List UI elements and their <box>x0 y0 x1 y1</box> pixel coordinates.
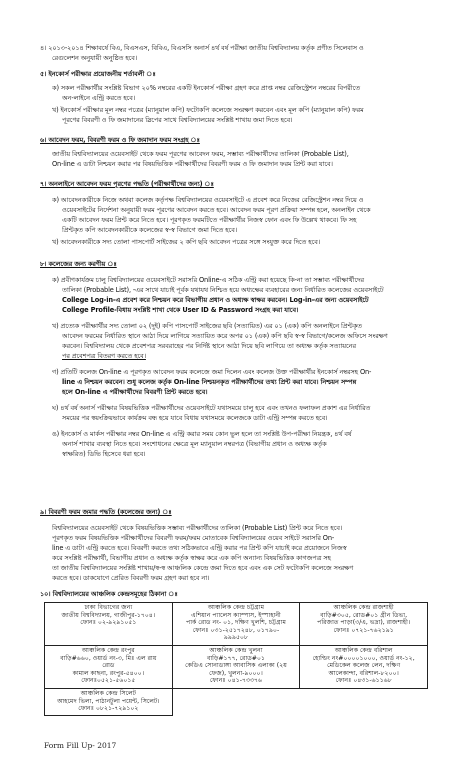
text-line: পর প্রবেশপত্র বিতরণ করতে হবে। <box>62 352 146 360</box>
text-line: ওয়েবসাইটের নির্দেশনা অনুযায়ী ফরম পূরণের আবেদন করতে হবে। আবেদন ফরম পূরণ প্রক্রিয়া সম্পন্ন হলে, অনলাইন থেকে <box>62 206 371 214</box>
text-line: আবেদন ফরমের নির্ধারিত স্থানে আঠা দিয়ে লাগিয়ে সত্যায়িত করে অপর ০১ (এক) কপি ছবি স্ব-স্ব বিভাগে/কলেজ অফিসে সংরক্ষণ <box>62 332 388 340</box>
text-line: On-line এ ডাটা নিশ্চয়ন করার পর বিষয়ভিত্তিক পরীক্ষার্থীদের বিবরণী ফরম ও ফি জমাদান ফরম প্রিন্ট করা যাবে। <box>52 160 333 168</box>
section-heading: ৭। অনলাইনে আবেদন ফরম পূরণের পদ্ধতি (পরীক্ষার্থীদের জন্য) ঃ <box>40 180 214 188</box>
section-heading: ১০। বিশ্ববিদ্যালয়ের আঞ্চলিক কেন্দ্রসমূহের ঠিকানা ঃ <box>40 590 178 598</box>
office-cell: আঞ্চলিক কেন্দ্র চট্টগ্রাম এশিয়ান প্যালেস ক্যাম্পাস, ইস্পাহানী পার্ক রোড নং- ০১, দক্ষিণ খুলশি, চট্টগ্রাম ফোনঃ ০৩১-২৫১৭২৪৮, ০১৭৯০- ৯৯৯৫০৮ <box>172 603 300 646</box>
text-line: line এ নিশ্চয়ন করবেন। শুধু কলেজ কর্তৃক On-line নিশ্চয়নকৃত পরীক্ষার্থীদের তথ্য প্রিন্ট করা যাবে। নিশ্চয়ন সম্পন্ন <box>62 378 357 386</box>
text-line: স্বাক্ষরিত) ডিভি হিসেবে ধরা হবে। <box>62 450 146 458</box>
text-line: গ) প্রতিটি কলেজ On-line এ পূরণকৃত আবেদন ফরম কলেজে জমা দিলেন এবং কলেজ উক্ত পরীক্ষার্থীর ইনকোর্স নম্বরসহ On- <box>52 368 372 376</box>
text-line: রেগুলেশন অনুযায়ী অনুষ্ঠিত হবে। <box>52 54 138 62</box>
text-line: খ) ইনকোর্স পরীক্ষার মূল নম্বর পত্রের (ম্যানুয়াল কপি) ফটোকপি কলেজে সংরক্ষণ করবেন এবং মূল কপি (ম্যানুয়াল কপি) ফরম <box>52 106 364 114</box>
text-line: করবেন। বিশ্ববিদ্যালয় থেকে প্রবেশপত্র সরবরাহের পর নির্দিষ্ট স্থানে আঠা দিয়ে ছবি লাগিয়ে তা অধ্যক্ষ কর্তৃক সত্যায়নের <box>62 342 356 350</box>
text-line: line এ ডাটা এন্ট্রি করতে হবে। বিবরণী করতে তথ্য সঠিকভাবে এন্ট্রি করার পর প্রিন্ট কপি যাচাই করে প্রয়োজনে নিজস্ব <box>52 544 347 552</box>
text-line: তালিকা (Probable List), -এর সাথে যাচাই পূর্বক যথাযথ নিশ্চিত হয়ে অধ্যক্ষের ব্যবহারের জন্য নির্ধারিত কলেজের ওয়েবসাইটে <box>62 286 384 294</box>
footer-label: Form Fill Up- 2017 <box>44 741 117 750</box>
text-line: ক) আবেদনকারীকে নিজে অথবা কলেজ কর্তৃপক্ষ বিশ্ববিদ্যালয়ের ওয়েবসাইটে এ প্রবেশ করে নিজের রেজিস্ট্রেশন নম্বর দিয়ে ও <box>52 196 364 204</box>
table-row <box>45 603 428 646</box>
text-line: জাতীয় বিশ্ববিদ্যালয়ের ওয়েবসাইট থেকে ফরম পূরণের আবেদন ফরম, সম্ভাব্য পরীক্ষার্থীদের তালিকা (Probable List), <box>52 150 349 158</box>
text-line: তা জাতীয় বিশ্ববিদ্যালয়ের সংশ্লিষ্ট শাখায়/স্ব-স্ব আঞ্চলিক কেন্দ্রে জমা দিতে হবে এবং এক সেট ফটোকপি কলেজে সংরক্ষণ <box>52 564 354 572</box>
empty-cell <box>300 689 428 716</box>
section-heading: ৮। কলেজের জন্য করণীয় ঃ <box>40 260 117 268</box>
text-line: পূরণের বিবরণী ও ফি জমাদানের স্লিপের সাথে বিশ্ববিদ্যালয়ের সংশ্লিষ্ট শাখায় জমা দিতে হবে। <box>62 116 293 124</box>
text-line: ক) সকল পরীক্ষার্থীর সংশ্লিষ্ট বিভাগ ২০% নম্বরের একটি ইনকোর্স পরীক্ষা গ্রহণ করে প্রাপ্ত নম্বর রেজিস্ট্রেশন নম্বরের বিপরীতে <box>52 84 361 92</box>
empty-cell <box>172 689 300 716</box>
section-heading: ৫। ইনকোর্স পরীক্ষার প্রয়োজনীয় শর্তাবলী ঃ <box>40 70 156 78</box>
text-line: পূরণকৃত ফরম বিষয়ভিত্তিক পরীক্ষার্থীদের বিবরণী ফরম/ফরম মোতাবেক বিশ্ববিদ্যালয়ের ওয়েব সাইটে সরাসরি On- <box>52 534 335 542</box>
office-cell: আঞ্চলিক কেন্দ্র খুলনা বাড়ি#১৭৭, রোড#০১ কেডিএ সোনাডাঙ্গা আবাসিক এলাকা (২য় ফেজ), খুলনা-৯০০০। ফোনঃ ০৪১-৭৩৩৭৬ <box>172 646 300 689</box>
text-line: ঘ) ৪র্থ বর্ষ অনার্স পরীক্ষার বিষয়ভিত্তিক পরীক্ষার্থীদের ওয়েবসাইটে যথাসময়ে চালু হবে এবং তখনও ফলাফল প্রকাশ এর নির্ধারিত <box>52 404 371 412</box>
text-line: প্রিন্টকৃত কপি আবেদনকারীকে কলেজের স্ব-স্ব বিভাগে জমা দিতে হবে। <box>62 226 237 234</box>
text-line: ঙ) ইনকোর্স ও মার্কস পরীক্ষার নম্বর On-line এ এন্ট্রি করার সময় কোন ভুল হলে তা সংশ্লিষ্ট উপ-পরীক্ষা নিয়ন্ত্রক, ৪র্থ বর্ষ <box>52 430 352 438</box>
section-heading: ৯। বিবরণী ফরম জমার পদ্ধতি (কলেজের জন্য) ঃ <box>40 508 172 516</box>
office-cell: আঞ্চলিক কেন্দ্র রাজশাহী বাড়ি#৩০৫, রোড#০১ গ্রীন ডিভা, পরিজাত পাড়া(৩/এ, ভদ্রা), রাজশাহী। ফোনঃ ০৭২১-৭৬২১৯১ <box>300 603 428 646</box>
office-cell: ঢাকা বিভাগের জন্য জাতীয় বিশ্ববিদ্যালয়, গাজীপুর-১৭০৪। ফোনঃ ০২-৯২৯১০৫১ <box>45 603 173 646</box>
text-line: করে সংশ্লিষ্ট পরীক্ষার্থী, বিভাগীয় প্রধান ও অধ্যক্ষ কর্তৃক স্বাক্ষর করে এক কপি অন্যান্য বিষয়ভিত্তিক কাগজপত্র সহ <box>52 554 331 562</box>
text-line: সময়ের পর স্বয়ংক্রিয়ভাবে কার্যক্রম বন্ধ হয়ে যাবে বিধায় যথাসময়ে কলেজকে ডাটা এন্ট্রি সম্পন্ন করতে হবে। <box>62 414 328 422</box>
text-line: ক) প্রবীণকার্যক্রম চালু বিশ্ববিদ্যালয়ের ওয়েবসাইটে সরাসরি Online-এ সঠিক এন্ট্রি করা হয়েছে কি-না তা সম্ভাব্য পরীক্ষার্থীদের <box>52 276 364 284</box>
text-line: ৪। ২০১৩-২০১৪ শিক্ষাবর্ষে বিএ, বিএসএস, বিবিএ, বিএসসি অনার্স ৪র্থ বর্ষ পরীক্ষা জাতীয় বিশ্ববিদ্যালয় কর্তৃক প্রণীত সিলেবাস ও <box>40 44 364 52</box>
text-line: করতে হবে। ডাকযোগে প্রেরিত বিবরণী ফরম গ্রহণ করা হবে না। <box>52 574 210 582</box>
office-cell: আঞ্চলিক কেন্দ্র রংপুর বাড়ি#৬৬০, ওয়ার্ড নং-৩, মিঃ এল রায় রোড কামাল কাছনা, রংপুর-৫৪০০। ফোনঃ০৫২১-৫৬০১৫ <box>45 646 173 689</box>
table-row <box>45 646 428 689</box>
section-heading: ৬। আবেদন ফরম, বিবরণী ফরম ও ফি জমাদান ফরম সংগ্রহ ঃ <box>40 136 200 144</box>
regional-offices-table <box>44 602 428 716</box>
office-cell: আঞ্চলিক কেন্দ্র সিলেট আহমেদ ভিলা, পাঠানটুলা পয়েন্ট, সিলেট। ফোনঃ ০৮২১-৭২৯১০২ <box>45 689 173 716</box>
text-line: College Profile-বিধায় সংশ্লিষ্ট শাখা থেকে User ID & Password সংগ্রহ করা যাবে। <box>62 306 299 314</box>
office-cell: আঞ্চলিক কেন্দ্র বরিশাল হোল্ডিং নং#০০০০১০০০, ওয়ার্ড নং-১২, মেডিকেল কলেজ লেন, দক্ষিণ আলেকান্দা, বরিশাল-৮২০০। ফোনঃ ০৪৩১-৬১১৬৮ <box>300 646 428 689</box>
text-line: অনার্স শাখার ব্যবস্থা নিতে হবে। সংশোধনের ক্ষেত্রে মূল ম্যানুয়াল নম্বরপত্র (বিভাগীয় প্রধান ও অধ্যক্ষ কর্তৃক <box>62 440 327 448</box>
text-line: খ) প্রত্যেক পরীক্ষার্থীর সদ্য তোলা ০২ (দুই) কপি পাসপোর্ট সাইজের ছবি (সত্যায়িত) এর ০১ (এক) কপি অনলাইনে প্রিন্টকৃত <box>52 322 362 330</box>
text-line: বিশ্ববিদ্যালয়ের ওয়েবসাইট থেকে বিষয়ভিত্তিক সম্ভাব্য পরীক্ষার্থীদের তালিকা (Probable List) প্রিন্ট করে নিতে হবে। <box>52 524 343 532</box>
text-line: অন-লাইনে এন্ট্রি করতে হবে। <box>62 94 136 102</box>
text-line: হলে On-line এ পরীক্ষার্থীদের বিবরণী প্রিন্ট করতে হবে। <box>62 388 208 396</box>
text-line: একটি আবেদন ফরম প্রিন্ট করে নিতে হবে। পূরণকৃত ফরমটিতে পরীক্ষার্থীর নিজস্ব ফোন এবং ফি উল্লেখ থাকবে। ফি সহ <box>62 216 357 224</box>
text-line: খ) আবেদনকারীকে সদ্য তোলা পাসপোর্ট সাইজের ২ কপি ছবি আবেদন পত্রের সঙ্গে সংযুক্ত করে দিতে হবে। <box>52 238 320 246</box>
table-row <box>45 689 428 716</box>
text-line: College Log-in-এ প্রবেশ করে নিশ্চয়ন করে বিভাগীয় প্রধান ও অধ্যক্ষ স্বাক্ষর করবেন। Log-in-এর জন্য ওয়েবসাইটে <box>62 296 369 304</box>
